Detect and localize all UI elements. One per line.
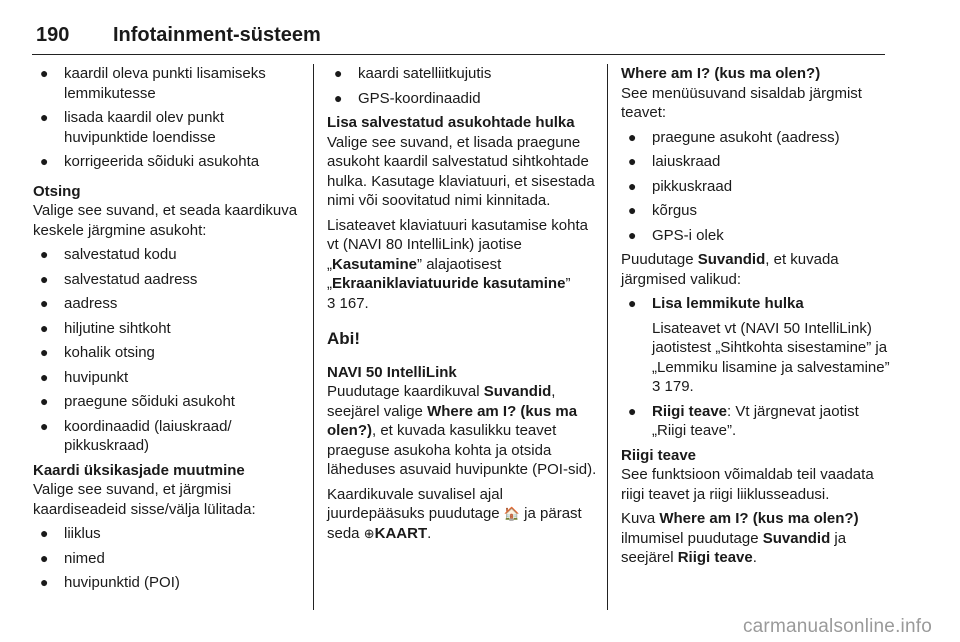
top-bullet-list: [33, 64, 303, 172]
list-item: ● kõrgus: [628, 202, 698, 219]
list-item: ● kohalik otsing: [40, 344, 155, 361]
top-bullet-list: [327, 64, 599, 108]
lisa-text: Valige see suvand, et lisada praegune asukoht kaardil salvestatud sihtkohtade hulka. Kasutage klaviatuuri, et sisestada nimi või soovitatud nimi kinnitada.: [327, 133, 595, 209]
list-item: ● salvestatud aadress: [40, 270, 198, 288]
list-item: ● kaardil oleva punkti lisamiseks lemmikutesse: [40, 65, 266, 102]
kaardi-heading: Kaardi üksikasjade muutmine: [33, 461, 245, 479]
list-item: ● korrigeerida sõiduki asukohta: [40, 153, 260, 170]
list-item: ● Riigi teave: Vt järgnevat jaotist „Riigi teave”.: [628, 402, 859, 439]
list-item: ● salvestatud kodu: [40, 246, 177, 263]
column-2: [327, 64, 599, 548]
list-item: ● praegune asukoht (aadress): [628, 128, 840, 146]
list-item: ● koordinaadid (laiuskraad/ pikkuskraad): [40, 417, 232, 454]
otsing-bullet-list: [33, 245, 303, 456]
list-item: ● laiuskraad: [628, 153, 721, 170]
abi-heading: Abi!: [327, 329, 361, 348]
riigi-text: See funktsioon võimaldab teil vaadata riigi teavet ja riigi liiklusseadusi.: [621, 466, 874, 503]
options-list: [621, 294, 891, 314]
column-divider-1: [313, 64, 314, 610]
otsing-intro: Valige see suvand, et seada kaardikuva keskele järgmine asukoht:: [33, 202, 298, 239]
riigi-heading: Riigi teave: [621, 446, 697, 464]
list-item: ● praegune sõiduki asukoht: [40, 393, 235, 410]
page-header: [32, 24, 885, 55]
map-icon: ⊕: [363, 525, 375, 541]
option-1-text: Lisateavet vt (NAVI 50 IntelliLink) jaotistest „Sihtkohta sisestamine” ja „Lemmiku lisamine ja salvestamine” 3 179.: [652, 319, 890, 395]
home-icon: 🏠: [503, 506, 520, 521]
navi-heading: NAVI 50 IntelliLink: [327, 363, 457, 381]
section-title: Infotainment-süsteem: [113, 24, 321, 46]
otsing-heading: Otsing: [33, 182, 81, 200]
where-heading: Where am I? (kus ma olen?): [621, 65, 821, 82]
column-1: [33, 64, 303, 598]
quick-access-paragraph: Kaardikuvale suvalisel ajal juurdepääsuks puudutage 🏠 ja pärast seda ⊕KAART.: [327, 485, 582, 542]
kaardi-intro: Valige see suvand, et järgmisi kaardiseadeid sisse/välja lülitada:: [33, 481, 256, 518]
keyboard-paragraph: Lisateavet klaviatuuri kasutamise kohta vt (NAVI 80 IntelliLink) jaotise „Kasutamine” alajaotisest „Ekraaniklaviatuuride kasutamine” 3 167.: [327, 216, 588, 312]
list-item: ● pikkuskraad: [628, 177, 733, 195]
list-item: ● huvipunktid (POI): [40, 574, 180, 591]
column-divider-2: [607, 64, 608, 610]
list-item: ● lisada kaardil olev punkt huvipunktide loendisse: [40, 109, 225, 146]
lisa-heading: Lisa salvestatud asukohtade hulka: [327, 114, 575, 131]
list-item: ● liiklus: [40, 525, 101, 542]
list-item: ● kaardi satelliitkujutis: [334, 65, 492, 82]
options-intro: Puudutage Suvandid, et kuvada järgmised valikud:: [621, 251, 839, 288]
where-bullet-list: [621, 128, 891, 246]
list-item: ● GPS-i olek: [628, 226, 724, 244]
list-item: ● huvipunkt: [40, 368, 129, 386]
list-item: ● hiljutine sihtkoht: [40, 319, 171, 337]
page-reference: 3 167.: [327, 294, 369, 312]
list-item: ● aadress: [40, 295, 118, 312]
page-number: 190: [36, 24, 70, 46]
column-3: [621, 64, 891, 573]
list-item: ● GPS-koordinaadid: [334, 89, 481, 107]
kaardi-bullet-list: [33, 524, 303, 593]
where-intro: See menüüsuvand sisaldab järgmist teavet:: [621, 84, 862, 121]
watermark: carmanualsonline.info: [742, 615, 932, 637]
list-item: ● Lisa lemmikute hulka: [628, 295, 804, 312]
options-list-2: [621, 402, 891, 441]
kuva-paragraph: Kuva Where am I? (kus ma olen?) ilmumisel puudutage Suvandid ja seejärel Riigi teave.: [621, 510, 859, 566]
list-item: ● nimed: [40, 549, 105, 567]
navi-paragraph: Puudutage kaardikuval Suvandid, seejärel valige Where am I? (kus ma olen?), et kuvada kasulikku teavet praeguse asukoha kohta ja otsida läheduses asuvaid huvipunkte (POI-sid).: [327, 383, 597, 478]
